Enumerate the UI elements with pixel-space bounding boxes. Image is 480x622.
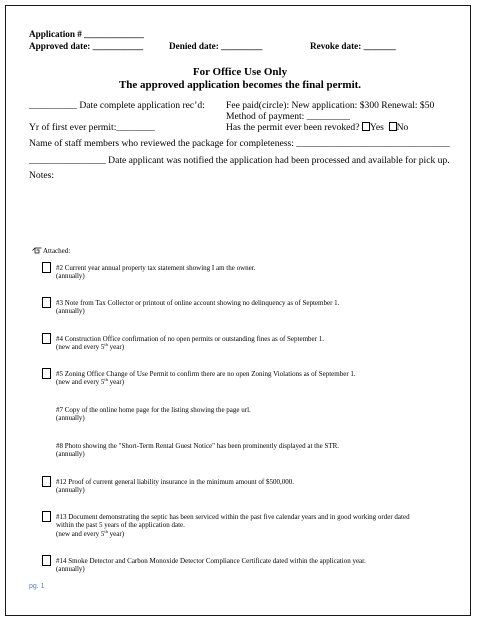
item-line: #7 Copy of the online home page for the listing showing the page url. [56,406,251,414]
item-line [56,343,324,351]
item-checkbox[interactable] [42,262,51,273]
item-text [56,299,339,316]
item-checkbox[interactable] [42,476,51,487]
item-checkbox[interactable] [42,511,51,522]
item-line: (annually) [56,414,85,423]
date-notified-field: ________________ Date applicant was notified the application had been processed and available for pick up. [29,155,450,166]
item-line: #13 Document demonstrating the septic has been serviced within the past five calendar years and in good working order dated [56,513,410,521]
item-line-text: (new and every 5 [56,378,105,387]
item-line: (annually) [56,450,85,459]
item-text [56,478,294,495]
item-line-text: year) [107,529,125,538]
item-text [56,513,410,538]
item-text [56,264,255,281]
no-checkbox[interactable] [389,122,397,131]
item-text [56,406,251,423]
yes-label: Yes [369,122,384,133]
item-line: #8 Photo showing the "Short-Term Rental Guest Notice" has been prominently displayed at the STR. [56,442,340,450]
item-line: within the past 5 years of the application date. [56,521,185,530]
item-line: (annually) [56,565,85,574]
item-line: #2 Current year annual property tax statement showing I am the owner. [56,264,256,272]
attached-heading [32,247,70,256]
method-of-payment-field: Method of payment: _________ [226,111,350,122]
revoked-question-label: Has the permit ever been revoked? [226,122,360,133]
item-checkbox[interactable] [42,333,51,344]
item-line: #12 Proof of current general liability insurance in the minimum amount of $500,000. [56,478,294,486]
item-text [56,370,356,387]
first-permit-year-field: Yr of first ever permit:________ [29,122,155,133]
item-line: (annually) [56,307,85,316]
item-line-text: year) [107,378,125,387]
ordinal-superscript: th [104,528,108,534]
item-line [56,378,356,386]
item-line: (annually) [56,272,85,281]
notes-label: Notes: [29,170,55,181]
title-final-permit: The approved application becomes the final permit. [118,79,362,91]
item-text [56,557,366,574]
pointing-hand-icon [32,247,42,256]
item-line: #4 Construction Office confirmation of no open permits or outstanding fines as of September 1. [56,335,324,343]
no-label: No [396,122,409,133]
item-text [56,335,324,352]
attached-label: Attached: [43,247,71,255]
item-line-text: (new and every 5 [56,343,105,352]
application-number-field: Application # _____________ [29,29,144,39]
item-line-text: year) [107,343,125,352]
yes-checkbox[interactable] [362,122,370,131]
denied-date-field: Denied date: _________ [169,41,263,51]
item-text [56,442,339,459]
page-number: pg. 1 [29,583,45,590]
ordinal-superscript: th [104,342,108,348]
revoked-question [226,122,408,133]
item-line-text: (new and every 5 [56,529,105,538]
item-checkbox[interactable] [42,555,51,566]
fee-paid-field: Fee paid(circle): New application: $300 Renewal: $50 [226,100,435,111]
title-office-use: For Office Use Only [192,66,288,78]
approved-date-field: Approved date: ___________ [29,41,144,51]
item-line: #14 Smoke Detector and Carbon Monoxide Detector Compliance Certificate dated within the application year. [56,557,366,565]
date-complete-field: __________ Date complete application rec’d: [29,100,205,111]
revoke-date-field: Revoke date: _______ [310,41,396,51]
item-checkbox[interactable] [42,297,51,308]
item-line: #3 Note from Tax Collector or printout of online account showing no delinquency as of September 1. [56,299,340,307]
item-line [56,530,410,538]
item-checkbox[interactable] [42,368,51,379]
ordinal-superscript: th [104,377,108,383]
staff-members-field: Name of staff members who reviewed the package for completeness: ________________________________ [29,138,450,149]
item-line: #5 Zoning Office Change of Use Permit to confirm there are no open Zoning Violations as of September 1. [56,370,356,378]
item-line: (annually) [56,486,85,495]
